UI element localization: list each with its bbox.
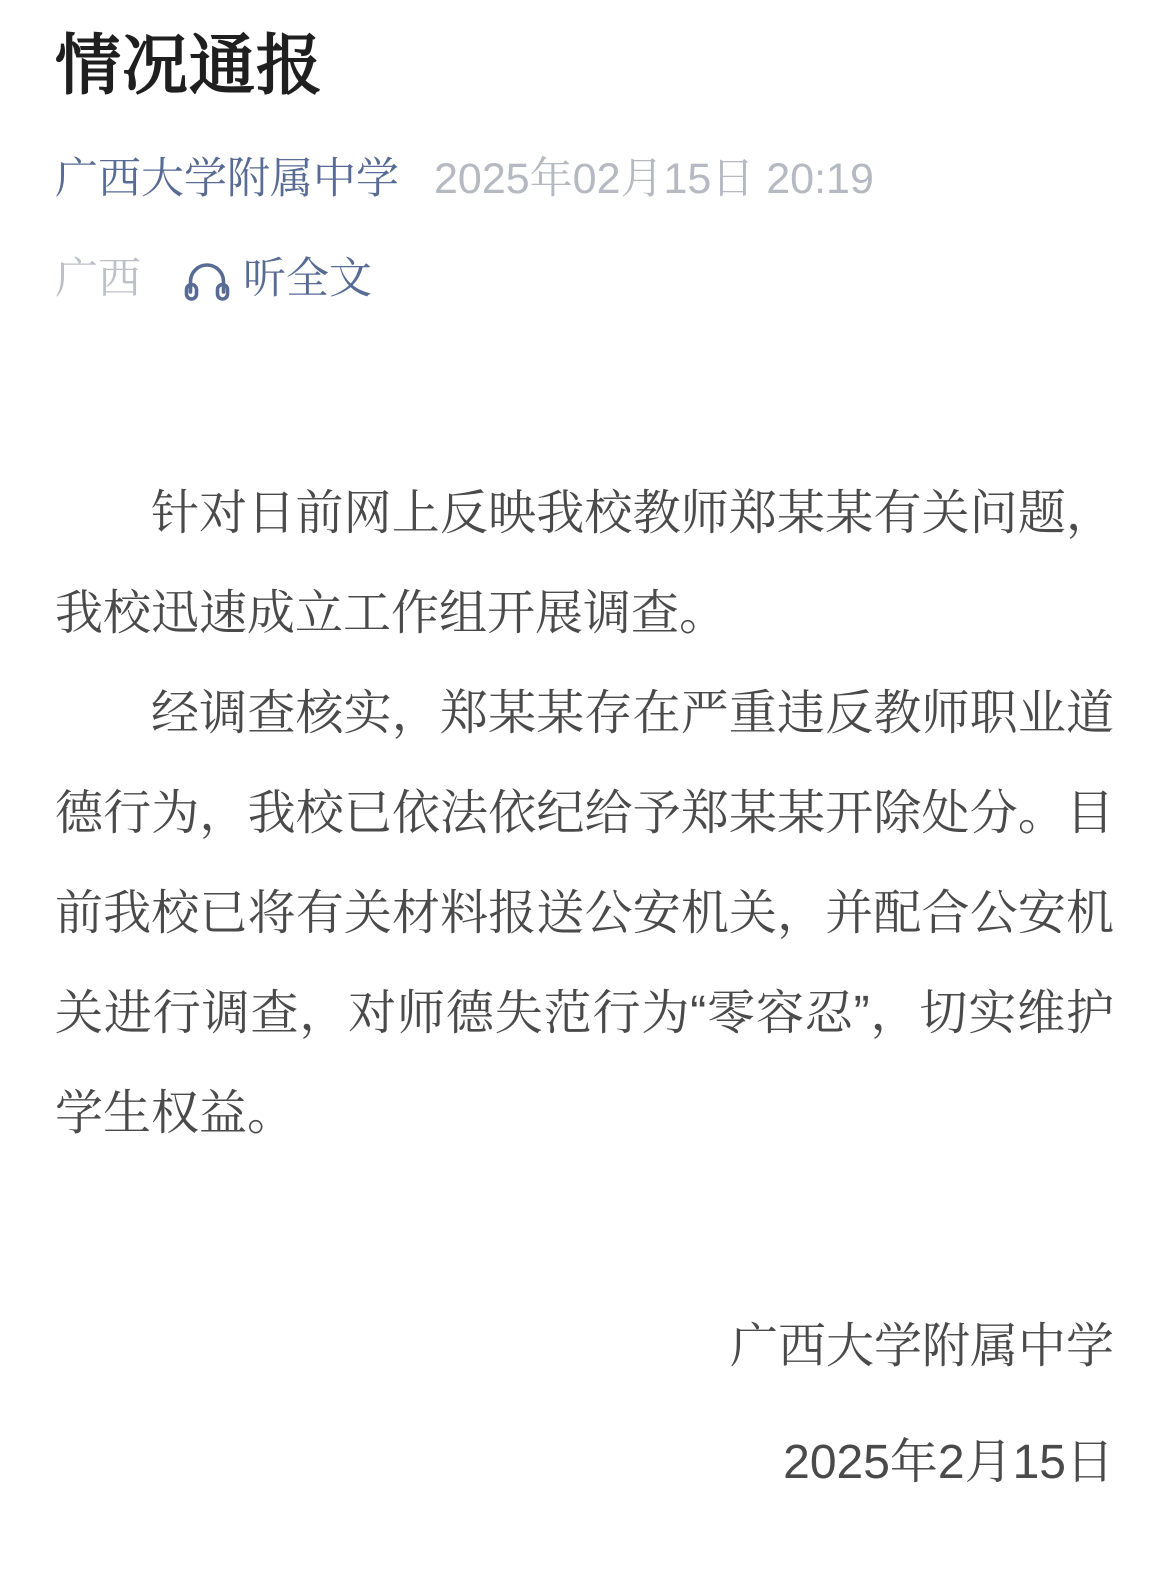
listen-fulltext-button[interactable] <box>183 255 372 303</box>
headphones-icon <box>183 259 231 303</box>
location-label: 广西 <box>55 254 141 303</box>
paragraph: 经调查核实，郑某某存在严重违反教师职业道德行为，我校已依法依纪给予郑某某开除处分。目前我校已将有关材料报送公安机关，并配合公安机关进行调查，对师德失范行为“零容忍”，切实维护学生权益。 <box>55 687 1114 1140</box>
article-body <box>55 464 1114 1513</box>
listen-fulltext-label: 听全文 <box>243 254 372 303</box>
signature-org: 广西大学附属中学 <box>729 1320 1114 1373</box>
article-meta-row-2 <box>55 255 1114 303</box>
publish-datetime: 2025年02月15日 20:19 <box>434 155 874 203</box>
account-name-link[interactable]: 广西大学附属中学 <box>55 155 399 203</box>
paragraph: 针对日前网上反映我校教师郑某某有关问题，我校迅速成立工作组开展调查。 <box>55 487 1114 640</box>
article-meta-row <box>55 155 1114 203</box>
signature-date: 2025年2月15日 <box>783 1436 1114 1489</box>
page-title: 情况通报 <box>55 28 323 102</box>
